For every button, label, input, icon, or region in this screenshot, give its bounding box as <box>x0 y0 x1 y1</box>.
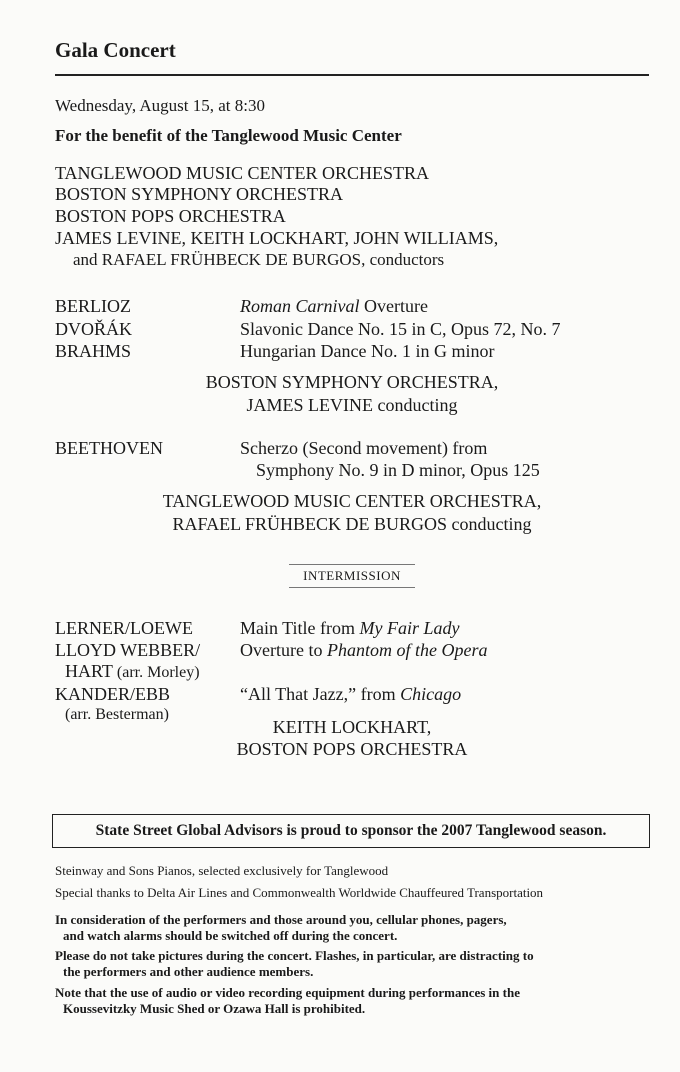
performer-line: KEITH LOCKHART, <box>272 717 432 737</box>
conductors-line: and RAFAEL FRÜHBECK DE BURGOS, conductors <box>73 250 445 269</box>
sponsor-notice: State Street Global Advisors is proud to sponsor the 2007 Tanglewood season. <box>52 814 650 848</box>
work-title: “All That Jazz,” from Chicago <box>240 684 462 704</box>
composer: LLOYD WEBBER/ <box>55 640 201 660</box>
composer: LERNER/LOEWE <box>55 618 193 638</box>
ensemble-line: BOSTON POPS ORCHESTRA <box>55 206 286 226</box>
composer: DVOŘÁK <box>55 319 133 339</box>
performer-line: JAMES LEVINE conducting <box>246 395 458 415</box>
event-date: Wednesday, August 15, at 8:30 <box>55 96 266 115</box>
intermission-label: INTERMISSION <box>289 564 415 588</box>
work-title: Hungarian Dance No. 1 in G minor <box>240 341 495 361</box>
performer-line: BOSTON SYMPHONY ORCHESTRA, <box>205 372 499 392</box>
performer-line: BOSTON POPS ORCHESTRA <box>236 739 468 759</box>
credit-line: Special thanks to Delta Air Lines and Commonwealth Worldwide Chauffeured Transportation <box>55 885 544 900</box>
composer: BEETHOVEN <box>55 438 163 458</box>
work-title: Main Title from My Fair Lady <box>240 618 460 638</box>
page-title: Gala Concert <box>55 38 176 62</box>
ensemble-line: TANGLEWOOD MUSIC CENTER ORCHESTRA <box>55 163 430 183</box>
audience-note: Note that the use of audio or video recording equipment during performances in the Koussevitzky Music Shed or Ozawa Hall is prohibited. <box>55 985 520 1016</box>
audience-note: Please do not take pictures during the concert. Flashes, in particular, are distracting to the performers and other audience members. <box>55 948 534 979</box>
work-title: Slavonic Dance No. 15 in C, Opus 72, No. 7 <box>240 319 561 339</box>
composer: BRAHMS <box>55 341 132 361</box>
conductors-line: JAMES LEVINE, KEITH LOCKHART, JOHN WILLIAMS, <box>55 228 499 248</box>
composer: BERLIOZ <box>55 296 131 316</box>
performer-line: RAFAEL FRÜHBECK DE BURGOS conducting <box>172 514 532 534</box>
event-benefit: For the benefit of the Tanglewood Music Center <box>55 126 402 145</box>
performer-line: TANGLEWOOD MUSIC CENTER ORCHESTRA, <box>162 491 542 511</box>
composer: HART (arr. Morley) <box>65 661 200 681</box>
composer: KANDER/EBB <box>55 684 171 704</box>
work-title: Scherzo (Second movement) from <box>240 438 488 458</box>
arranger: (arr. Besterman) <box>65 706 169 723</box>
audience-note: In consideration of the performers and those around you, cellular phones, pagers, and watch alarms should be switched off during the concert. <box>55 912 507 943</box>
work-title: Roman Carnival Overture <box>240 296 428 316</box>
ensemble-line: BOSTON SYMPHONY ORCHESTRA <box>55 184 344 204</box>
work-title: Symphony No. 9 in D minor, Opus 125 <box>256 460 540 480</box>
credit-line: Steinway and Sons Pianos, selected exclusively for Tanglewood <box>55 863 389 878</box>
work-title: Overture to Phantom of the Opera <box>240 640 488 660</box>
header-rule <box>55 74 649 76</box>
